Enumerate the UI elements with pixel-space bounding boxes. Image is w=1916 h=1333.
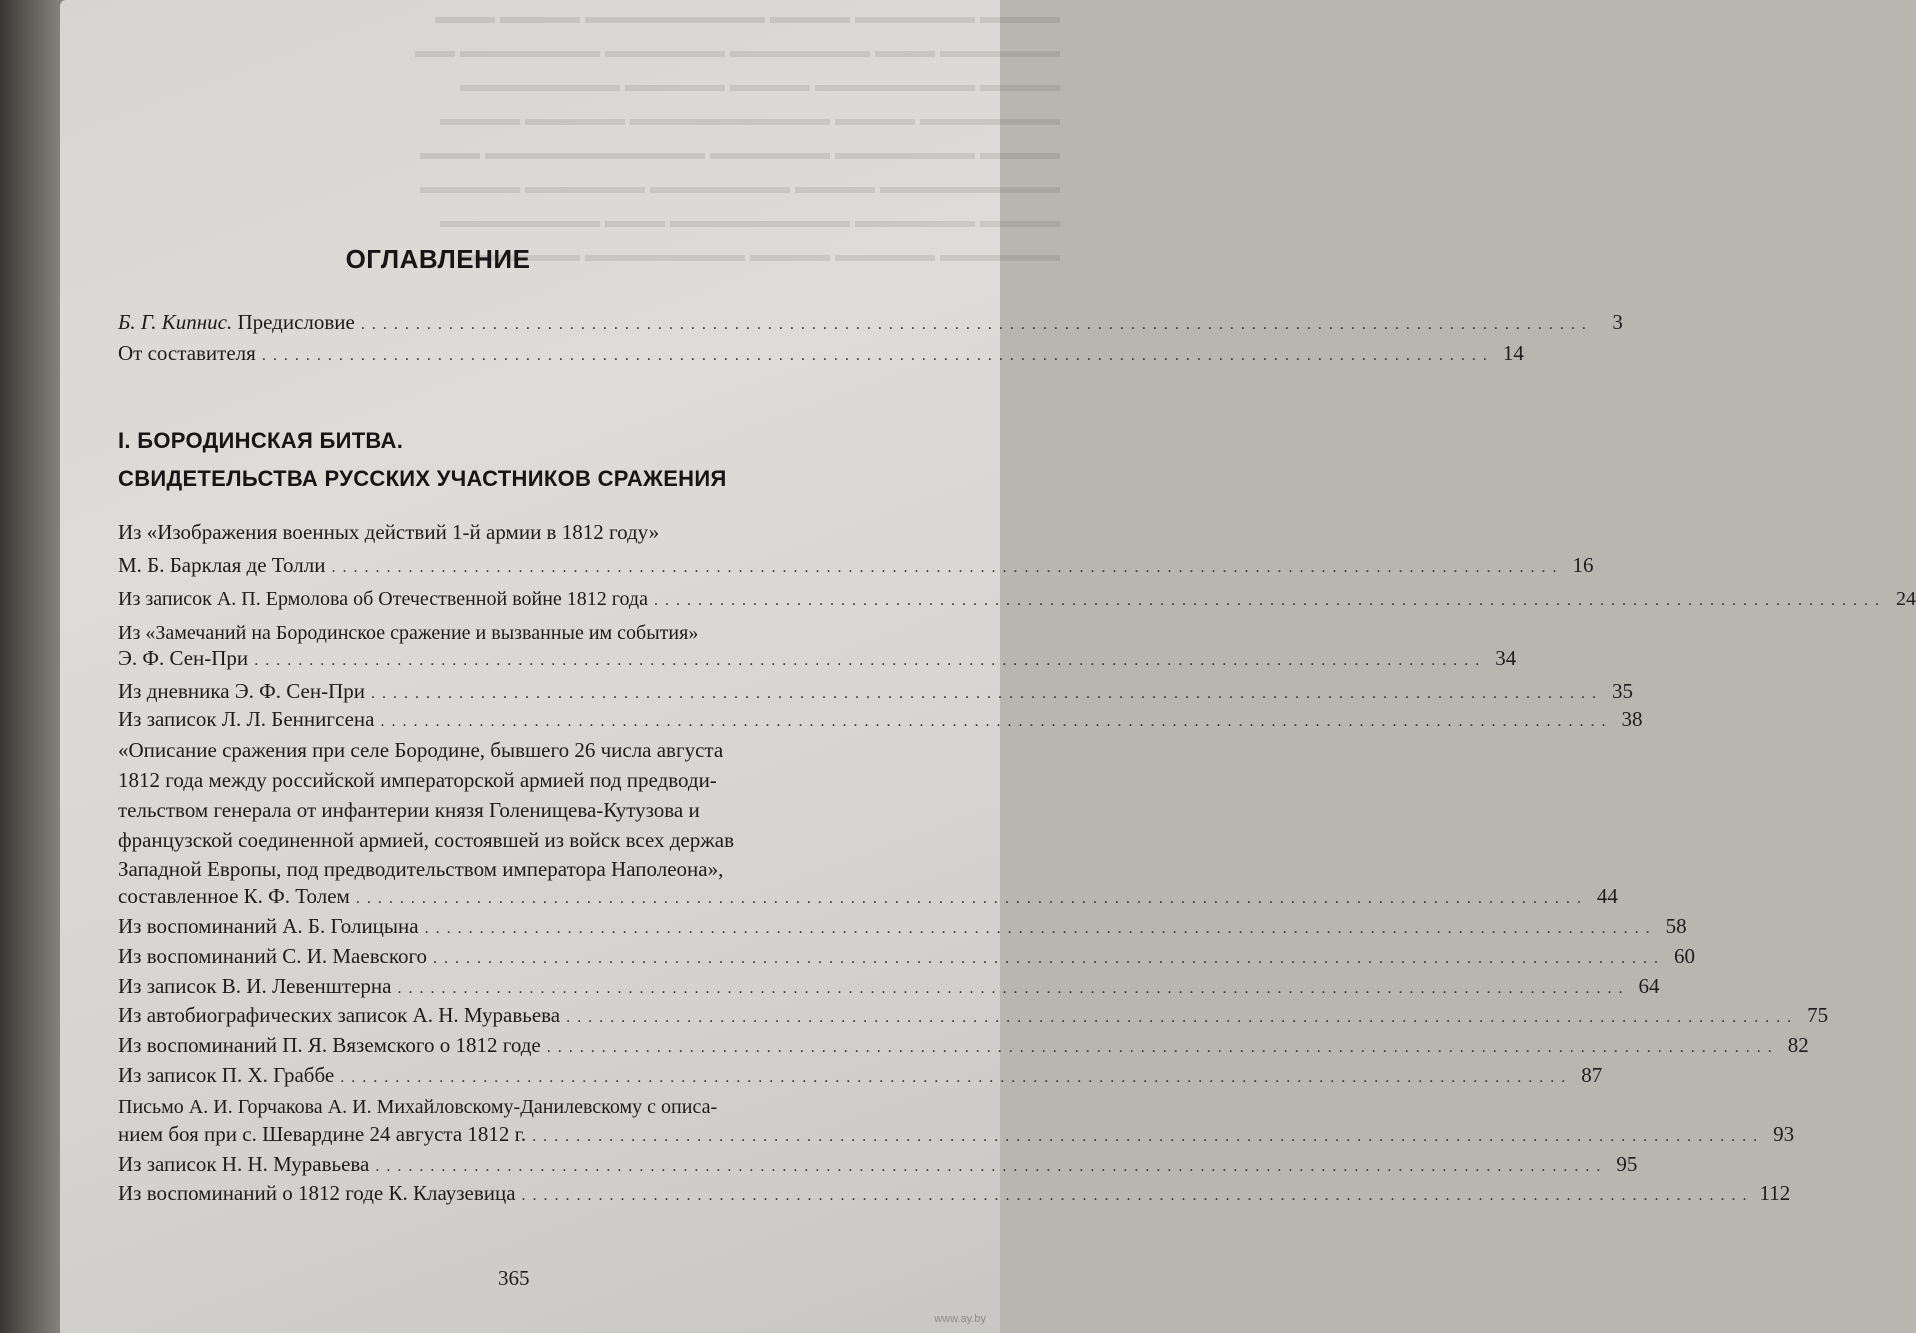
entry-text: Э. Ф. Сен-При — [118, 646, 249, 670]
watermark: www.ay.by — [934, 1313, 986, 1325]
toc-entry-compiler — [118, 341, 1524, 371]
entry-text: Из воспоминаний П. Я. Вяземского о 1812 годе — [118, 1033, 541, 1057]
entry-text: нием боя при с. Шевардине 24 августа 1812 г. — [118, 1122, 527, 1146]
toc-entry — [118, 1122, 1795, 1152]
page-ref: 44 — [1596, 884, 1618, 908]
dot-leader: ................................................................................................................ — [532, 1128, 1765, 1145]
entry-text: Из записок Н. Н. Муравьева — [118, 1152, 370, 1176]
page-title: ОГЛАВЛЕНИЕ — [345, 244, 531, 274]
toc-entry — [118, 588, 1916, 618]
dot-leader: ................................................................................................................ — [521, 1187, 1754, 1204]
page-ref: 87 — [1581, 1063, 1603, 1087]
entry-line: тельством генерала от инфантерии князя Голенищева-Кутузова и — [118, 798, 700, 822]
page-ref: 38 — [1621, 707, 1643, 731]
page-ref: 3 — [1612, 310, 1623, 334]
entry-line: «Описание сражения при селе Бородине, бывшего 26 числа августа — [118, 738, 724, 762]
page-ref: 34 — [1495, 646, 1517, 670]
entry-line: Письмо А. И. Горчакова А. И. Михайловскому-Данилевскому с описа- — [118, 1096, 718, 1118]
page-ref: 112 — [1759, 1181, 1791, 1205]
entry-line: Западной Европы, под предводительством императора Наполеона», — [118, 857, 724, 881]
toc-entry — [118, 1033, 1809, 1063]
page-ref: 82 — [1787, 1033, 1809, 1057]
dot-leader: ................................................................................................................ — [355, 890, 1588, 907]
entry-text: Из записок Л. Л. Беннигсена — [118, 707, 375, 731]
entry-text: От составителя — [118, 341, 256, 365]
entry-text: Из воспоминаний А. Б. Голицына — [118, 914, 419, 938]
toc-entry — [118, 1003, 1829, 1033]
dot-leader: ................................................................................................................ — [360, 316, 1593, 333]
page-ref: 58 — [1665, 914, 1687, 938]
section-heading-line1: I. БОРОДИНСКАЯ БИТВА. — [118, 428, 404, 453]
page-ref: 16 — [1572, 553, 1594, 577]
dot-leader: ................................................................................................................ — [397, 980, 1630, 997]
dot-leader: ................................................................................................................ — [254, 652, 1487, 669]
entry-text: Из дневника Э. Ф. Сен-При — [118, 679, 365, 703]
toc-entry — [118, 646, 1517, 676]
dot-leader: ................................................................................................................ — [375, 1158, 1608, 1175]
page-ref: 24 — [1895, 588, 1916, 610]
entry-line: Из «Изображения военных действий 1-й армии в 1812 году» — [118, 520, 660, 544]
page-ref: 60 — [1674, 944, 1696, 968]
entry-text: Из воспоминаний С. И. Маевского — [118, 944, 428, 968]
entry-text: Из записок А. П. Ермолова об Отечественной войне 1812 года — [118, 588, 648, 610]
toc-entry — [118, 944, 1696, 974]
page-ref: 64 — [1638, 974, 1660, 998]
dot-leader: ................................................................................................................ — [340, 1069, 1573, 1086]
entry-text: Из воспоминаний о 1812 годе К. Клаузевица — [118, 1181, 516, 1205]
entry-text: Из записок В. И. Левенштерна — [118, 974, 392, 998]
page-ref: 75 — [1807, 1003, 1829, 1027]
toc-entry — [118, 914, 1687, 944]
toc-entry — [118, 1063, 1603, 1093]
preface-author: Б. Г. Кипнис. — [118, 310, 233, 334]
section-heading-line2: СВИДЕТЕЛЬСТВА РУССКИХ УЧАСТНИКОВ СРАЖЕНИЯ — [118, 466, 727, 491]
entry-line: Из «Замечаний на Бородинское сражение и вызванные им события» — [118, 622, 699, 644]
toc-entry — [118, 1152, 1638, 1182]
toc-entry-preface — [118, 310, 1623, 340]
entry-line: 1812 года между российской императорской армией под предводи- — [118, 768, 717, 792]
page-ref: 35 — [1611, 679, 1633, 703]
dot-leader: ................................................................................................................ — [566, 1009, 1799, 1026]
bleed-through-text: ▬▬▬▬ ▬▬▬▬▬▬ ▬▬▬▬ ▬▬▬▬▬▬▬▬▬ ▬▬▬▬ ▬▬▬ ▬▬▬▬▬▬ ▬▬▬ ▬▬▬▬▬▬▬ ▬▬▬▬▬▬ ▬▬▬▬▬▬▬ ▬▬ ▬▬▬▬ ▬▬▬▬▬▬▬▬ ▬▬▬▬ ▬▬▬▬▬ ▬▬▬▬▬▬▬▬ ▬▬▬▬▬▬▬ ▬▬▬▬ ▬▬▬▬▬▬▬▬▬▬ ▬▬▬▬▬ ▬▬▬▬ ▬▬▬▬ ▬▬▬▬▬▬▬ ▬▬▬▬▬▬ ▬▬▬▬▬▬▬▬▬▬▬ ▬▬▬ ▬▬▬▬▬▬▬▬▬ ▬▬▬▬ ▬▬▬▬▬▬▬ ▬▬▬▬▬▬ ▬▬▬▬▬ ▬▬▬▬ ▬▬▬▬▬▬ ▬▬▬▬▬▬▬▬▬ ▬▬▬ ▬▬▬▬▬▬▬▬ ▬▬▬▬▬▬ ▬▬▬▬▬ ▬▬▬▬ ▬▬▬▬▬▬▬▬ ▬▬▬▬▬▬ — [415, 6, 1060, 266]
toc-entry — [118, 974, 1660, 1004]
dot-leader: ................................................................................................................ — [546, 1039, 1779, 1056]
dot-leader: ................................................................................................................ — [370, 685, 1603, 702]
preface-text: Предисловие — [232, 310, 355, 334]
entry-text: М. Б. Барклая де Толли — [118, 553, 326, 577]
entry-text: Из автобиографических записок А. Н. Муравьева — [118, 1003, 561, 1027]
page-ref: 95 — [1616, 1152, 1638, 1176]
entry-text: Из записок П. Х. Граббе — [118, 1063, 335, 1087]
toc-entry — [118, 884, 1618, 914]
toc-entry — [118, 553, 1594, 583]
toc-entry — [118, 707, 1643, 737]
entry-line: французской соединенной армией, состоявшей из войск всех держав — [118, 828, 735, 852]
page-number: 365 — [498, 1266, 530, 1290]
page-ref: 93 — [1773, 1122, 1795, 1146]
dot-leader: ................................................................................................................ — [331, 559, 1564, 576]
toc-entry — [118, 679, 1633, 709]
toc-entry — [118, 1181, 1791, 1211]
dot-leader: ................................................................................................................ — [424, 920, 1657, 937]
dot-leader: ................................................................................................................ — [261, 347, 1494, 364]
dot-leader: ................................................................................................................ — [653, 592, 1886, 609]
page-ref: 14 — [1502, 341, 1524, 365]
entry-text: составленное К. Ф. Толем — [118, 884, 350, 908]
dot-leader: ................................................................................................................ — [433, 950, 1666, 967]
dot-leader: ................................................................................................................ — [380, 713, 1613, 730]
